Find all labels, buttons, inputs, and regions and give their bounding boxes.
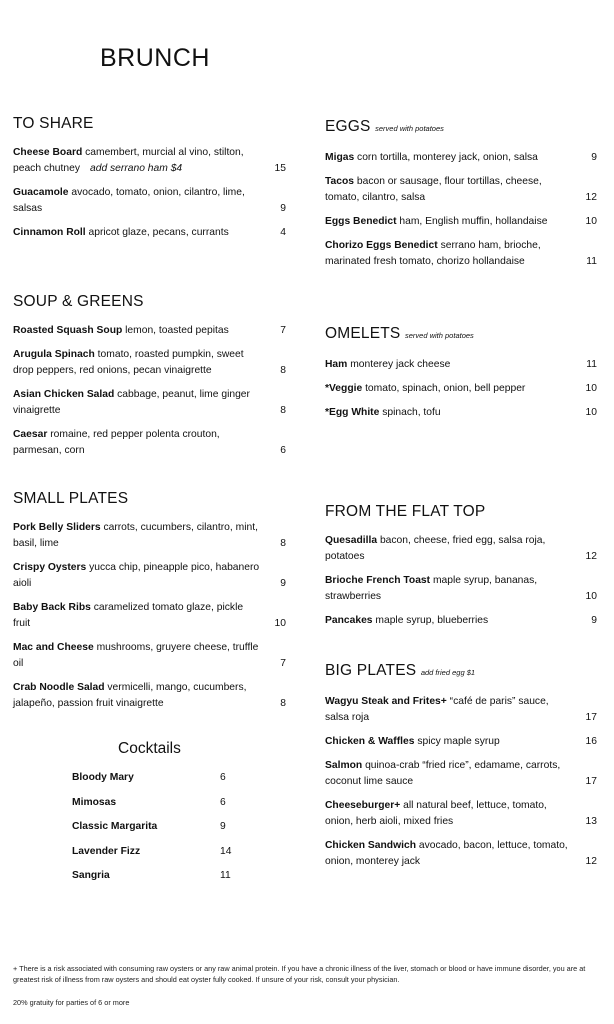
item-addon: add serrano ham $4 — [89, 163, 183, 174]
item-list — [325, 357, 597, 421]
item-name: Asian Chicken Salad — [13, 389, 115, 400]
item-name: Wagyu Steak and Frites+ — [325, 696, 447, 707]
menu-item — [13, 225, 286, 241]
section-heading — [325, 324, 597, 346]
section-small-plates — [13, 489, 286, 720]
menu-item — [325, 238, 597, 270]
section-note: add fried egg $1 — [420, 668, 476, 677]
cocktails-heading: Cocktails — [118, 740, 181, 757]
menu-item — [13, 387, 286, 419]
item-price: 10 — [585, 591, 597, 602]
item-name: Ham — [325, 359, 348, 370]
section-heading — [325, 502, 597, 522]
item-list — [325, 533, 597, 629]
item-name: Guacamole — [13, 187, 69, 198]
menu-item — [325, 734, 597, 750]
item-price: 10 — [585, 407, 597, 418]
item-description: yucca chip, pineapple pico, habanero aioli — [13, 562, 260, 589]
item-price: 8 — [280, 365, 286, 376]
section-title: EGGS — [325, 118, 371, 135]
menu-item — [325, 381, 597, 397]
item-list — [13, 145, 286, 241]
section-omelets — [325, 324, 597, 429]
item-name: Caesar — [13, 429, 48, 440]
item-list — [325, 150, 597, 270]
item-price: 6 — [280, 445, 286, 456]
menu-item — [325, 613, 597, 629]
item-description: mushrooms, gruyere cheese, truffle oil — [13, 642, 259, 669]
item-description: bacon or sausage, flour tortillas, cheese, tomato, cilantro, salsa — [325, 176, 542, 203]
item-price: 7 — [280, 325, 286, 336]
item-description: avocado, bacon, lettuce, tomato, onion, monterey jack — [325, 840, 568, 867]
item-description: carrots, cucumbers, cilantro, mint, basil, lime — [13, 522, 258, 549]
menu-item — [325, 798, 597, 830]
section-heading — [13, 114, 286, 134]
item-price: 12 — [585, 856, 597, 867]
section-heading — [13, 292, 286, 312]
section-heading — [13, 489, 286, 509]
menu-title: BRUNCH — [100, 44, 210, 72]
item-price: 4 — [280, 227, 286, 238]
item-name: Chorizo Eggs Benedict — [325, 240, 438, 251]
item-description: maple syrup, blueberries — [372, 615, 489, 626]
item-name: Arugula Spinach — [13, 349, 95, 360]
cocktail-name: Sangria — [72, 870, 110, 881]
item-description: vermicelli, mango, cucumbers, jalapeño, passion fruit vinaigrette — [13, 682, 247, 709]
menu-item — [325, 174, 597, 206]
item-description: all natural beef, lettuce, tomato, onion, herb aioli, mixed fries — [325, 800, 547, 827]
item-price: 13 — [585, 816, 597, 827]
cocktail-name: Classic Margarita — [72, 821, 158, 832]
menu-item — [13, 185, 286, 217]
item-name: Pancakes — [325, 615, 373, 626]
item-description: lemon, toasted pepitas — [122, 325, 229, 336]
menu-item — [13, 427, 286, 459]
footer-disclaimer: + There is a risk associated with consuming raw oysters or any raw animal protein. If you have a chronic illness of the liver, stomach or blood or have immune disorder, you are at greatest risk of illness from raw oysters and should eat oyster fully cooked. If unsure of your risk, consult your physician. — [13, 964, 586, 984]
item-price: 16 — [585, 736, 597, 747]
item-description: camembert, murcial al vino, stilton, peach chutney — [13, 147, 244, 174]
menu-item — [325, 838, 597, 870]
item-description: bacon, cheese, fried egg, salsa roja, potatoes — [325, 535, 546, 562]
item-name: Cheese Board — [13, 147, 83, 158]
menu-item — [13, 145, 286, 177]
section-eggs — [325, 117, 597, 278]
item-description: quinoa-crab “fried rice”, edamame, carrots, coconut lime sauce — [325, 760, 561, 787]
cocktail-price: 14 — [220, 845, 232, 857]
item-description: serrano ham, brioche, marinated fresh tomato, chorizo hollandaise — [325, 240, 541, 267]
item-description: corn tortilla, monterey jack, onion, salsa — [354, 152, 538, 163]
item-description: tomato, spinach, onion, bell pepper — [362, 383, 526, 394]
menu-item — [13, 323, 286, 339]
item-price: 17 — [585, 712, 597, 723]
item-description: monterey jack cheese — [347, 359, 451, 370]
item-name: Crispy Oysters — [13, 562, 87, 573]
item-list — [13, 323, 286, 459]
menu-item — [325, 405, 597, 421]
menu-item — [13, 347, 286, 379]
cocktail-price: 11 — [220, 870, 231, 881]
section-to-share — [13, 114, 286, 249]
cocktail-item — [72, 797, 242, 808]
menu-item — [325, 533, 597, 565]
item-name: Crab Noodle Salad — [13, 682, 105, 693]
item-description: avocado, tomato, onion, cilantro, lime, salsas — [13, 187, 245, 214]
item-name: Cinnamon Roll — [13, 227, 86, 238]
item-name: Quesadilla — [325, 535, 378, 546]
menu-item — [13, 560, 286, 592]
item-name: Brioche French Toast — [325, 575, 431, 586]
item-name: Chicken Sandwich — [325, 840, 416, 851]
cocktail-item — [72, 821, 242, 832]
section-note: served with potatoes — [375, 124, 444, 133]
section-heading — [325, 117, 597, 139]
item-description: tomato, roasted pumpkin, sweet drop peppers, red onions, pecan vinaigrette — [13, 349, 244, 376]
item-list — [13, 520, 286, 712]
cocktail-name: Bloody Mary — [72, 772, 134, 783]
menu-item — [13, 640, 286, 672]
item-price: 9 — [280, 203, 286, 214]
menu-item — [13, 680, 286, 712]
item-price: 12 — [585, 192, 597, 203]
item-description: romaine, red pepper polenta crouton, parmesan, corn — [13, 429, 220, 456]
item-price: 9 — [280, 578, 286, 589]
cocktail-name: Lavender Fizz — [72, 845, 141, 857]
item-price: 10 — [274, 618, 286, 629]
footer-gratuity: 20% gratuity for parties of 6 or more — [13, 998, 130, 1007]
item-price: 9 — [591, 615, 597, 626]
section-heading — [325, 661, 597, 683]
right-column — [325, 0, 597, 1024]
item-price: 8 — [280, 538, 286, 549]
item-name: Eggs Benedict — [325, 216, 397, 227]
item-price: 7 — [280, 658, 286, 669]
item-name: Mac and Cheese — [13, 642, 94, 653]
section-note: served with potatoes — [405, 331, 474, 340]
section-big-plates — [325, 661, 597, 878]
item-price: 12 — [585, 551, 597, 562]
section-title: SOUP & GREENS — [13, 293, 144, 310]
item-price: 10 — [585, 383, 597, 394]
item-description: apricot glaze, pecans, currants — [85, 227, 229, 238]
item-price: 15 — [274, 163, 286, 174]
item-price: 10 — [585, 216, 597, 227]
item-name: Baby Back Ribs — [13, 602, 91, 613]
item-price: 11 — [586, 256, 597, 267]
item-price: 9 — [591, 152, 597, 163]
item-name: Pork Belly Sliders — [13, 522, 101, 533]
cocktail-item — [72, 846, 242, 857]
menu-item — [325, 357, 597, 373]
cocktail-item — [72, 772, 242, 783]
section-title: OMELETS — [325, 325, 401, 342]
item-name: *Veggie — [325, 383, 363, 394]
item-name: Migas — [325, 152, 355, 163]
menu-item — [325, 150, 597, 166]
item-name: Tacos — [325, 176, 354, 187]
item-description: cabbage, peanut, lime ginger vinaigrette — [13, 389, 250, 416]
item-name: Salmon — [325, 760, 363, 771]
item-name: Chicken & Waffles — [325, 736, 415, 747]
item-description: “café de paris” sauce, salsa roja — [325, 696, 549, 723]
section-title: TO SHARE — [13, 115, 94, 132]
cocktail-item — [72, 870, 242, 881]
item-name: Roasted Squash Soup — [13, 325, 123, 336]
menu-item — [325, 694, 597, 726]
section-soup-greens — [13, 292, 286, 467]
cocktail-price: 9 — [220, 821, 226, 832]
section-title: BIG PLATES — [325, 662, 417, 679]
item-description: ham, English muffin, hollandaise — [396, 216, 548, 227]
menu-item — [325, 573, 597, 605]
section-flat-top — [325, 502, 597, 637]
menu-item — [13, 600, 286, 632]
item-description: spicy maple syrup — [414, 736, 500, 747]
cocktail-price: 6 — [220, 772, 226, 783]
item-price: 8 — [280, 698, 286, 709]
menu-item — [325, 214, 597, 230]
item-price: 8 — [280, 405, 286, 416]
menu-item — [13, 520, 286, 552]
item-name: *Egg White — [325, 407, 380, 418]
item-name: Cheeseburger+ — [325, 800, 401, 811]
item-description: maple syrup, bananas, strawberries — [325, 575, 538, 602]
item-list — [325, 694, 597, 870]
item-price: 17 — [585, 776, 597, 787]
section-title: SMALL PLATES — [13, 490, 129, 507]
item-price: 11 — [586, 359, 597, 370]
menu-item — [325, 758, 597, 790]
cocktail-name: Mimosas — [72, 796, 117, 808]
cocktail-price: 6 — [220, 796, 226, 808]
item-description: spinach, tofu — [379, 407, 441, 418]
item-description: caramelized tomato glaze, pickle fruit — [13, 602, 244, 629]
section-title: FROM THE FLAT TOP — [325, 503, 486, 520]
